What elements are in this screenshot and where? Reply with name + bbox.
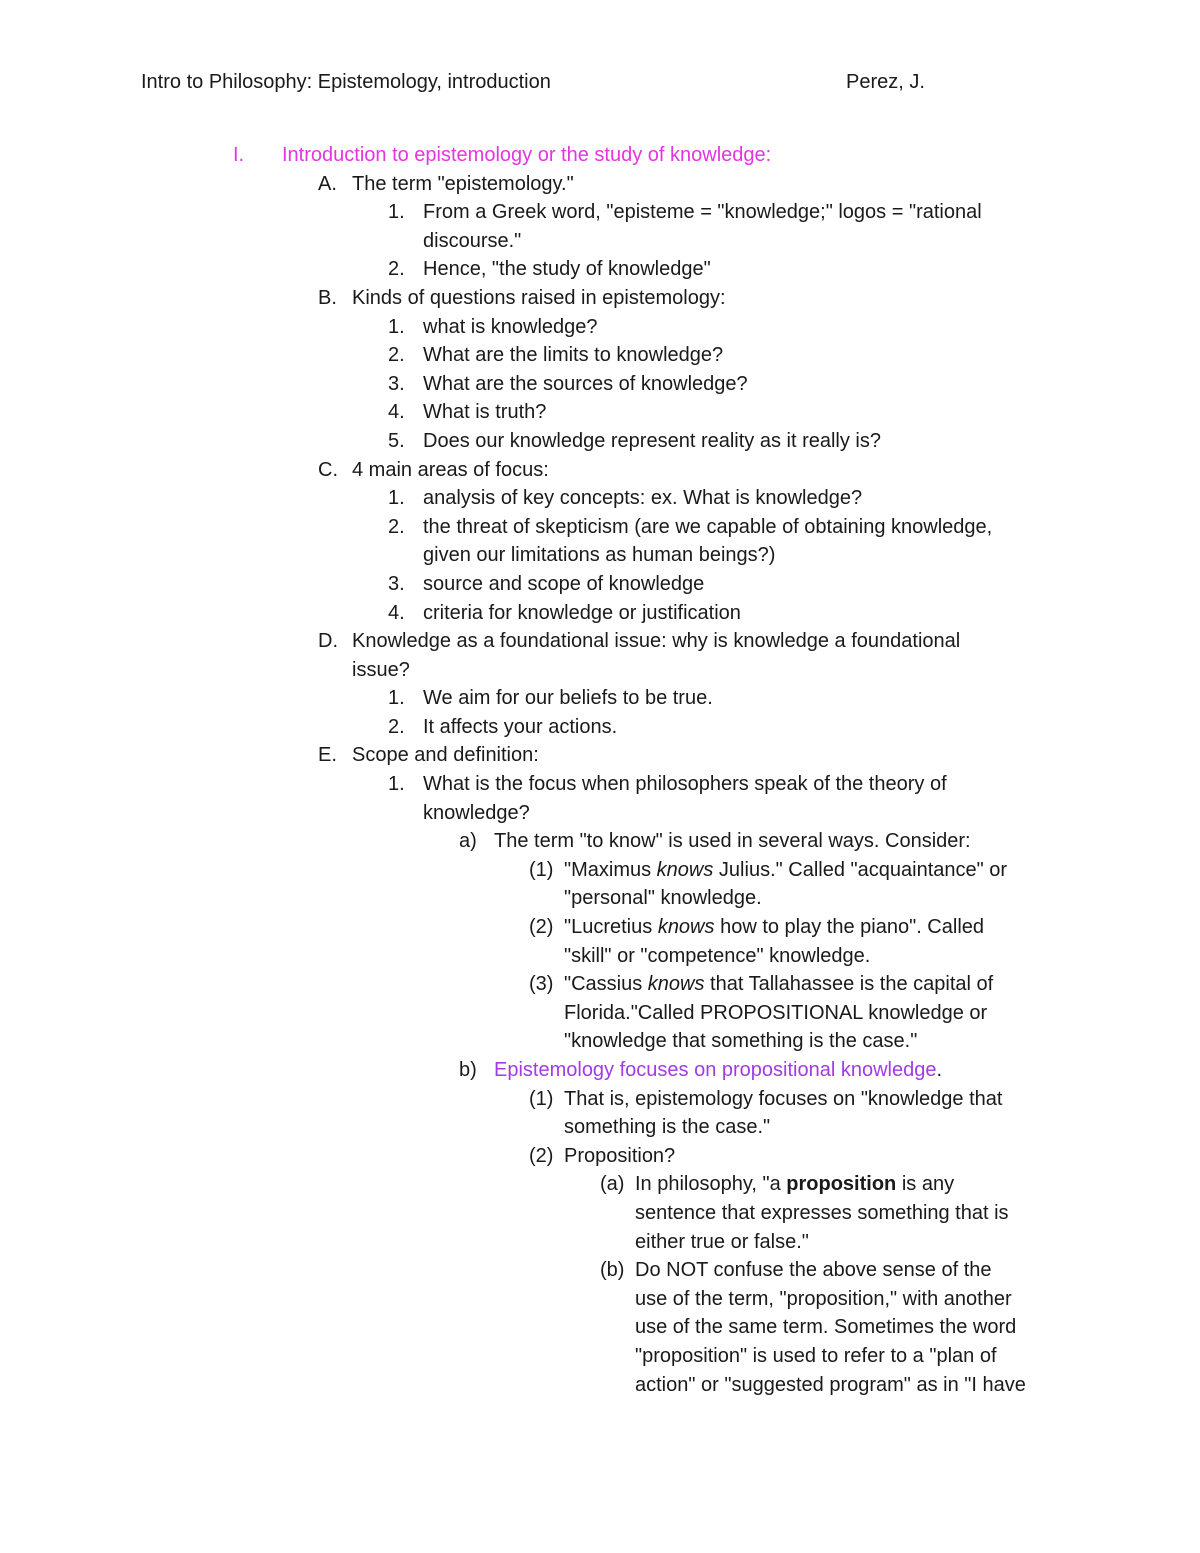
text-run: proposition: [786, 1173, 897, 1196]
outline-text: Scope and definition:: [352, 744, 539, 767]
outline-text: given our limitations as human beings?): [423, 544, 776, 567]
outline-line: [0, 1342, 1200, 1371]
outline-line: [0, 341, 1200, 370]
outline-marker: 5.: [388, 429, 405, 452]
outline-line: [0, 1313, 1200, 1342]
outline-text: use of the same term. Sometimes the word: [635, 1316, 1017, 1339]
outline-line: [0, 684, 1200, 713]
outline-body: [0, 141, 1200, 1399]
text-run: "Lucretius: [564, 916, 658, 939]
outline-line: [0, 1199, 1200, 1228]
text-run: Epistemology focuses on propositional knowledge: [494, 1059, 937, 1081]
outline-marker: 4.: [388, 401, 405, 424]
outline-line: [0, 627, 1200, 656]
author-name: Perez, J.: [846, 71, 925, 93]
outline-marker: (2): [529, 916, 554, 939]
outline-marker: 1.: [388, 687, 405, 710]
outline-marker: C.: [318, 458, 338, 481]
outline-marker: I.: [233, 144, 245, 166]
outline-marker: 1.: [388, 487, 405, 510]
outline-marker: (1): [529, 858, 554, 881]
text-run: that Tallahassee is the capital of: [704, 973, 994, 996]
outline-marker: 1.: [388, 773, 405, 796]
outline-text: [564, 856, 1007, 885]
text-run: "Maximus: [564, 858, 657, 881]
outline-line: [0, 599, 1200, 628]
outline-marker: (3): [529, 973, 554, 996]
outline-marker: 2.: [388, 258, 405, 281]
outline-line: [0, 999, 1200, 1028]
outline-line: [0, 370, 1200, 399]
outline-text: something is the case.": [564, 1116, 771, 1139]
text-run: .: [936, 1059, 943, 1081]
outline-line: [0, 255, 1200, 284]
outline-line: [0, 970, 1200, 999]
outline-text: From a Greek word, "episteme = "knowledge;" logos = "rational: [423, 201, 982, 224]
outline-text: source and scope of knowledge: [423, 572, 705, 595]
outline-text: "proposition" is used to refer to a "plan of: [635, 1344, 997, 1367]
outline-text: analysis of key concepts: ex. What is knowledge?: [423, 487, 863, 510]
outline-text: use of the term, "proposition," with another: [635, 1287, 1012, 1310]
outline-marker: (a): [600, 1173, 625, 1196]
outline-marker: 2.: [388, 344, 405, 367]
outline-text: discourse.": [423, 229, 522, 252]
outline-marker: 3.: [388, 572, 405, 595]
outline-line: [0, 1170, 1200, 1199]
text-run: knows: [657, 916, 715, 939]
outline-line: [0, 799, 1200, 828]
outline-text: The term "to know" is used in several ways. Consider:: [494, 830, 971, 853]
outline-marker: 1.: [388, 315, 405, 338]
outline-line: [0, 827, 1200, 856]
outline-line: [0, 1371, 1200, 1400]
outline-line: [0, 398, 1200, 427]
text-run: knows: [656, 858, 714, 881]
document-title: Intro to Philosophy: Epistemology, introduction: [141, 71, 551, 93]
outline-marker: b): [459, 1059, 477, 1081]
outline-marker: 2.: [388, 515, 405, 538]
outline-text: Introduction to epistemology or the study of knowledge:: [282, 144, 772, 166]
outline-line: [0, 656, 1200, 685]
outline-text: Proposition?: [564, 1144, 676, 1167]
outline-text: either true or false.": [635, 1230, 809, 1253]
outline-marker: 2.: [388, 715, 405, 738]
outline-text: "knowledge that something is the case.": [564, 1030, 918, 1053]
outline-marker: 3.: [388, 372, 405, 395]
outline-line: [0, 770, 1200, 799]
outline-line: [0, 884, 1200, 913]
outline-text: "skill" or "competence" knowledge.: [564, 944, 871, 967]
text-run: knows: [647, 973, 705, 996]
outline-marker: E.: [318, 744, 337, 767]
outline-line: [0, 856, 1200, 885]
outline-line: [0, 1142, 1200, 1171]
outline-text: The term "epistemology.": [352, 172, 574, 195]
outline-line: [0, 313, 1200, 342]
outline-line: [0, 198, 1200, 227]
outline-text: 4 main areas of focus:: [352, 458, 549, 481]
outline-text: [564, 913, 984, 942]
outline-line: [0, 1113, 1200, 1142]
outline-text: [635, 1170, 954, 1199]
outline-text: the threat of skepticism (are we capable of obtaining knowledge,: [423, 515, 993, 538]
outline-line: [0, 541, 1200, 570]
outline-line: [0, 741, 1200, 770]
text-run: "Cassius: [564, 973, 648, 996]
outline-text: What is truth?: [423, 401, 547, 424]
outline-text: Knowledge as a foundational issue: why is knowledge a foundational: [352, 630, 961, 653]
outline-text: Hence, "the study of knowledge": [423, 258, 711, 281]
outline-line: [0, 513, 1200, 542]
outline-marker: 1.: [388, 201, 405, 224]
outline-text: Does our knowledge represent reality as it really is?: [423, 429, 881, 452]
outline-line: [0, 284, 1200, 313]
outline-line: [0, 942, 1200, 971]
text-run: how to play the piano". Called: [714, 916, 985, 939]
outline-marker: a): [459, 830, 477, 853]
text-run: Julius." Called "acquaintance" or: [713, 858, 1008, 881]
outline-marker: 4.: [388, 601, 405, 624]
outline-line: [0, 713, 1200, 742]
outline-text: What are the sources of knowledge?: [423, 372, 748, 395]
outline-line: [0, 913, 1200, 942]
outline-line: [0, 570, 1200, 599]
outline-line: [0, 1256, 1200, 1285]
outline-line: [0, 170, 1200, 199]
outline-text: criteria for knowledge or justification: [423, 601, 741, 624]
outline-text: That is, epistemology focuses on "knowledge that: [564, 1087, 1003, 1110]
outline-line: [0, 427, 1200, 456]
outline-text: What are the limits to knowledge?: [423, 344, 724, 367]
outline-text: knowledge?: [423, 801, 530, 824]
outline-text: "personal" knowledge.: [564, 887, 762, 910]
outline-text: sentence that expresses something that is: [635, 1201, 1009, 1224]
outline-line: [0, 1027, 1200, 1056]
outline-line: [0, 227, 1200, 256]
text-run: is any: [896, 1173, 955, 1196]
text-run: In philosophy, "a: [635, 1173, 787, 1196]
outline-text: Florida."Called PROPOSITIONAL knowledge or: [564, 1001, 988, 1024]
outline-line: [0, 1228, 1200, 1257]
outline-marker: (b): [600, 1259, 625, 1282]
outline-text: Kinds of questions raised in epistemology:: [352, 286, 726, 309]
outline-text: issue?: [352, 658, 410, 681]
outline-line: [0, 1056, 1200, 1085]
outline-text: [564, 970, 993, 999]
outline-text: [494, 1056, 942, 1085]
outline-text: what is knowledge?: [423, 315, 598, 338]
outline-marker: (2): [529, 1144, 554, 1167]
outline-line: [0, 141, 1200, 170]
outline-text: It affects your actions.: [423, 715, 618, 738]
outline-marker: (1): [529, 1087, 554, 1110]
outline-marker: A.: [318, 172, 337, 195]
outline-marker: B.: [318, 286, 337, 309]
outline-text: action" or "suggested program" as in "I have: [635, 1373, 1026, 1396]
outline-line: [0, 484, 1200, 513]
outline-text: We aim for our beliefs to be true.: [423, 687, 713, 710]
outline-text: Do NOT confuse the above sense of the: [635, 1259, 992, 1282]
outline-line: [0, 1085, 1200, 1114]
outline-marker: D.: [318, 630, 338, 653]
page-header: [0, 71, 1200, 99]
outline-text: What is the focus when philosophers speak of the theory of: [423, 773, 947, 796]
outline-line: [0, 1285, 1200, 1314]
outline-line: [0, 456, 1200, 485]
